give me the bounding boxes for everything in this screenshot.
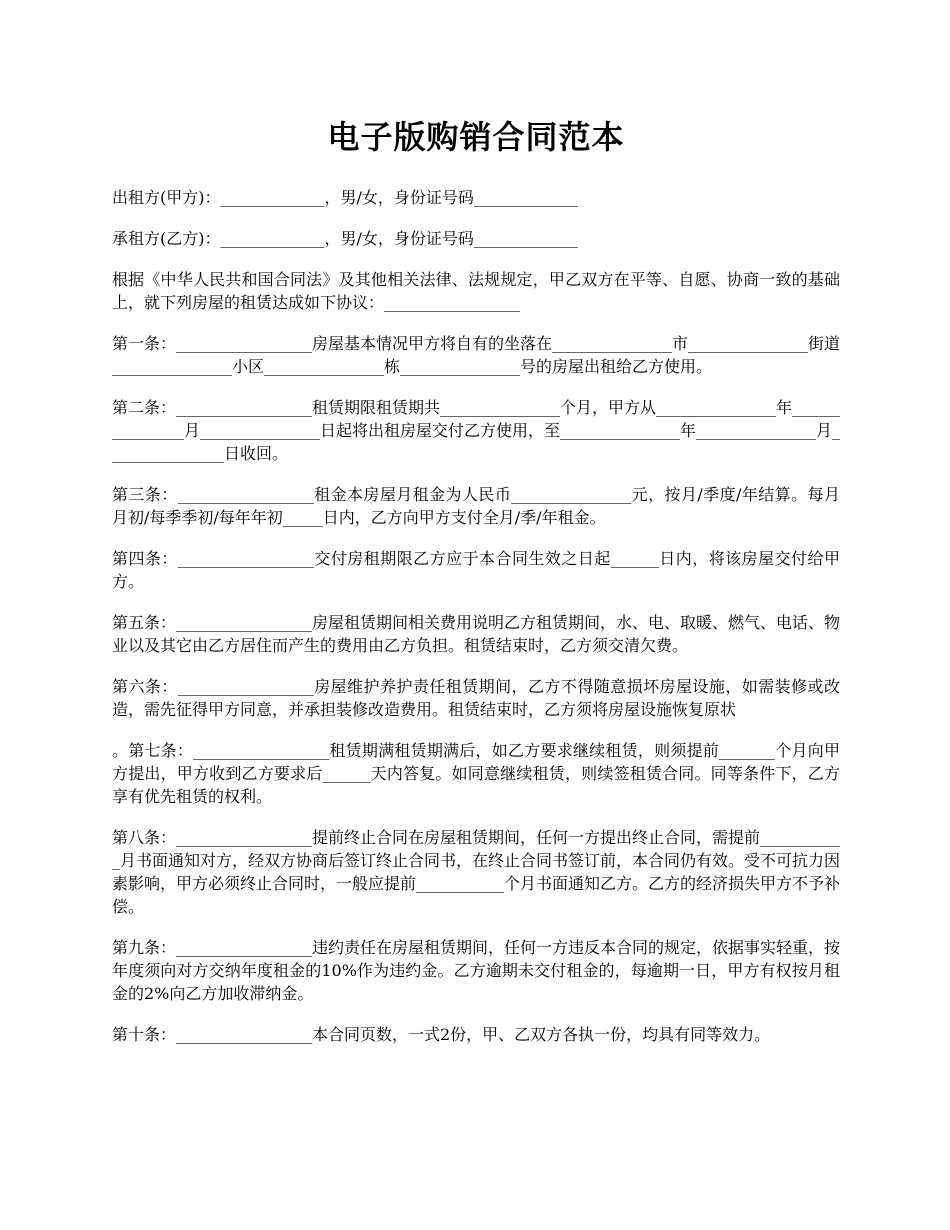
clause-6: 第六条：_________________房屋维护养护责任租赁期间，乙方不得随意损坏房屋设施，如需装修或改造，需先征得甲方同意，并承担装修改造费用。租赁结束时，乙方须将房屋设施恢复原状 — [112, 677, 840, 719]
party-b-line: 承租方(乙方)：_____________，男/女，身份证号码_____________ — [112, 229, 578, 248]
clause-1: 第一条：_________________房屋基本情况甲方将自有的坐落在_______________市_______________街道_______________小区_______________栋_______________号的房屋出租给乙方使用。 — [112, 334, 841, 376]
clause-4: 第四条：_________________交付房租期限乙方应于本合同生效之日起______日内，将该房屋交付给甲方。 — [112, 549, 840, 591]
clause-10: 第十条：_________________本合同页数，一式2份，甲、乙双方各执一份，均具有同等效力。 — [112, 1025, 771, 1044]
clause-8: 第八条：_________________提前终止合同在房屋租赁期间，任何一方提出终止合同，需提前___________月书面通知对方，经双方协商后签订终止合同书，在终止合同书签订前，本合同仍有效。受不可抗力因素影响，甲方必须终止合同时，一般应提前___________个月书面通知乙方。乙方的经济损失甲方不予补偿。 — [112, 828, 841, 916]
clause-5: 第五条：_________________房屋租赁期间相关费用说明乙方租赁期间，水、电、取暖、燃气、电话、物业以及其它由乙方居住而产生的费用由乙方负担。租赁结束时，乙方须交清欠费。 — [112, 613, 841, 655]
preamble: 根据《中华人民共和国合同法》及其他相关法律、法规规定，甲乙双方在平等、自愿、协商一致的基础上，就下列房屋的租赁达成如下协议：_________________ — [112, 270, 840, 312]
clause-3: 第三条：_________________租金本房屋月租金为人民币_______________元，按月/季度/年结算。每月月初/每季季初/每年年初_____日内，乙方向甲方支付全月/季/年租金。 — [112, 485, 840, 527]
clause-2: 第二条：_________________租赁期限租赁期共_______________个月，甲方从_______________年_______________月_______________日起将出租房屋交付乙方使用，至_______________年_______________月_______________日收回。 — [112, 398, 841, 463]
clause-7: 。第七条：_________________租赁期满租赁期满后，如乙方要求继续租赁，则须提前_______个月向甲方提出，甲方收到乙方要求后______天内答复。如同意继续租赁，则续签租赁合同。同等条件下，乙方享有优先租赁的权利。 — [112, 741, 840, 806]
document-title: 电子版购销合同范本 — [327, 118, 625, 156]
party-a-line: 出租方(甲方)：_____________，男/女，身份证号码_____________ — [112, 188, 578, 207]
clause-9: 第九条：_________________违约责任在房屋租赁期间，任何一方违反本合同的规定，依据事实轻重，按年度须向对方交纳年度租金的10%作为违约金。乙方逾期未交付租金的，每逾期一日，甲方有权按月租金的2%向乙方加收滞纳金。 — [112, 938, 841, 1003]
